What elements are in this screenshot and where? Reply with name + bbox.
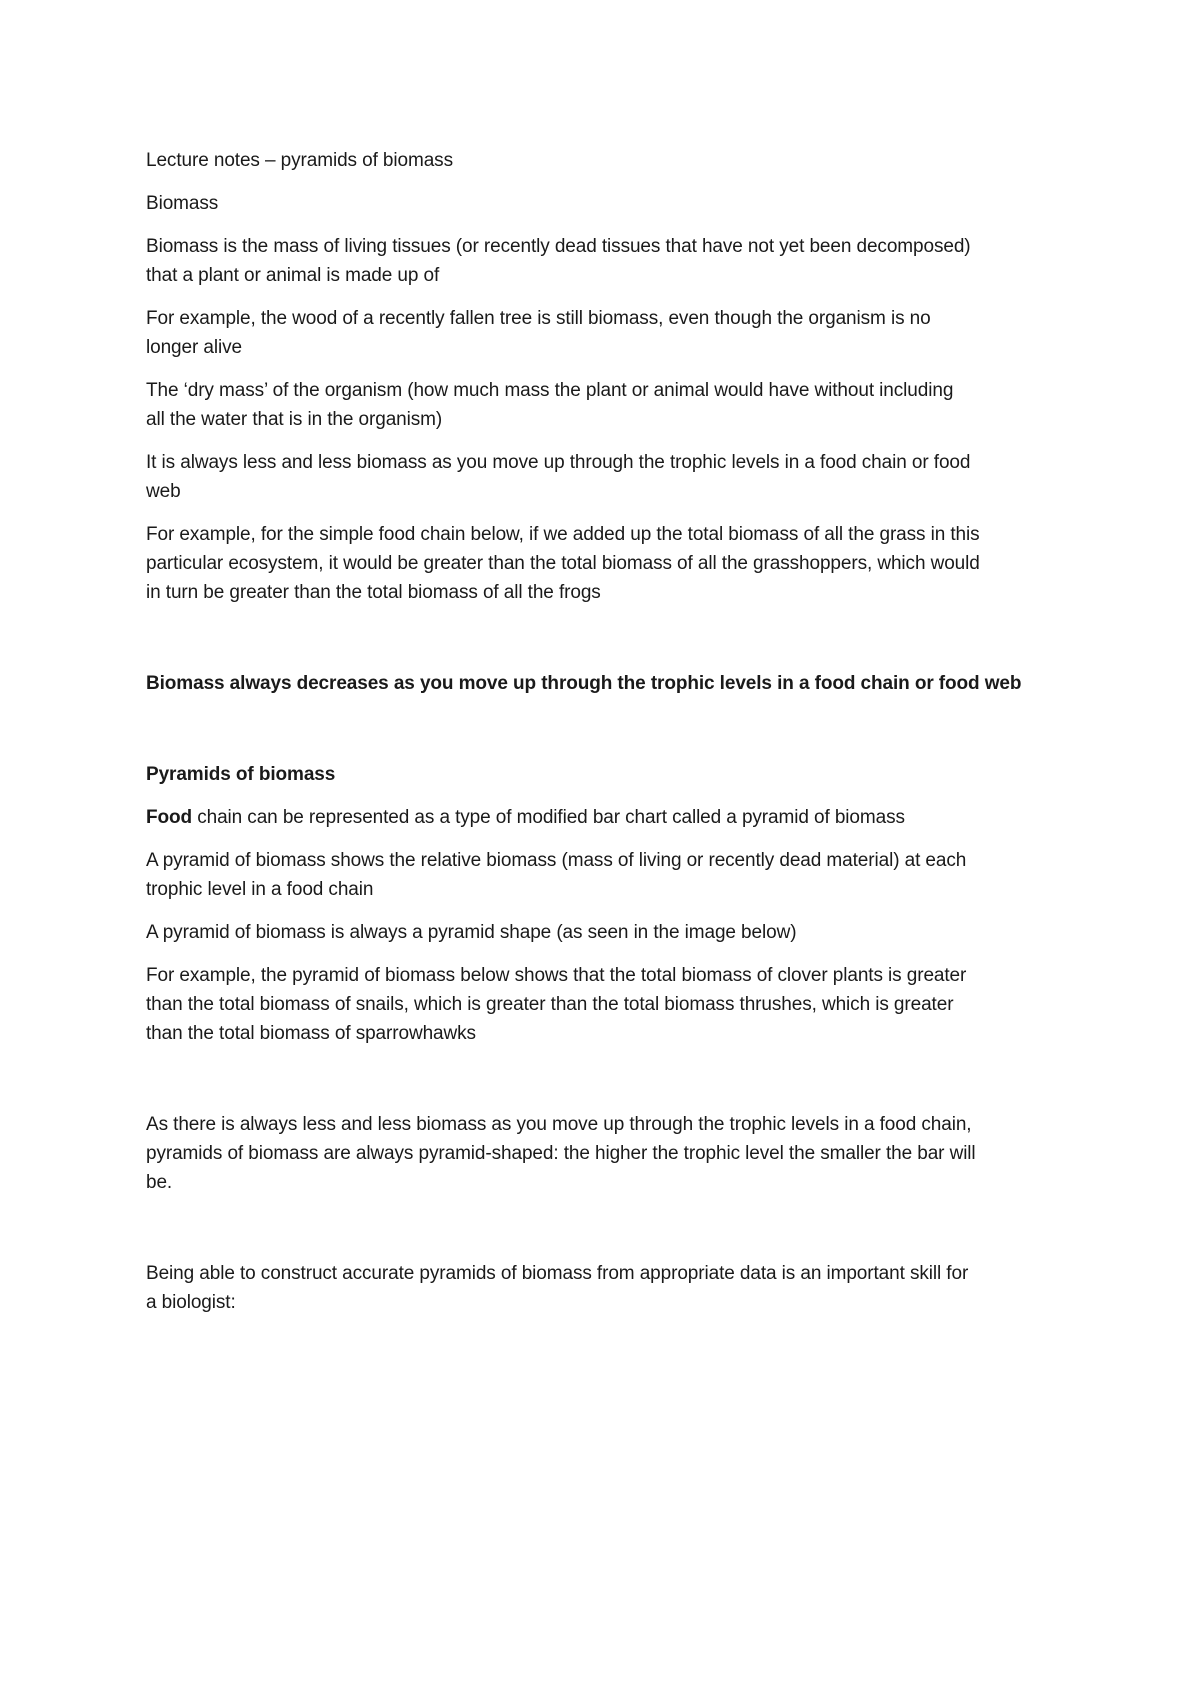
heading-pyramids: Pyramids of biomass [146, 764, 336, 785]
paragraph-relative-biomass [146, 846, 1066, 904]
text-line: Biomass is the mass of living tissues (or recently dead tissues that have not yet been decomposed) [146, 236, 971, 257]
text-line: It is always less and less biomass as you move up through the trophic levels in a food chain or food [146, 452, 971, 473]
key-statement: Biomass always decreases as you move up through the trophic levels in a food chain or food web [146, 673, 1022, 694]
text-line: particular ecosystem, it would be greater than the total biomass of all the grasshoppers, which would [146, 553, 980, 574]
paragraph-construct-skill [146, 1259, 1066, 1317]
text-line: longer alive [146, 337, 242, 358]
text-line: For example, for the simple food chain below, if we added up the total biomass of all the grass in this [146, 524, 980, 545]
text-line: trophic level in a food chain [146, 879, 374, 900]
text-line: web [146, 481, 181, 502]
text-line: For example, the pyramid of biomass below shows that the total biomass of clover plants is greater [146, 965, 967, 986]
paragraph-modified-bar-chart [146, 803, 1066, 832]
text-lead: Food [146, 807, 193, 828]
text-line: pyramids of biomass are always pyramid-shaped: the higher the trophic level the smaller the bar will [146, 1143, 976, 1164]
paragraph-clover-example [146, 961, 1066, 1048]
text-line: For example, the wood of a recently fallen tree is still biomass, even though the organism is no [146, 308, 931, 329]
paragraph-example-wood [146, 304, 1066, 362]
paragraph-always-pyramid [146, 1110, 1066, 1197]
document-body [146, 146, 1066, 1317]
text-line: The ‘dry mass’ of the organism (how much mass the plant or animal would have without including [146, 380, 954, 401]
paragraph-dry-mass [146, 376, 1066, 434]
text-line: than the total biomass of sparrowhawks [146, 1023, 476, 1044]
text-line: than the total biomass of snails, which is greater than the total biomass thrushes, which is greater [146, 994, 954, 1015]
text-line: in turn be greater than the total biomass of all the frogs [146, 582, 601, 603]
text-line: a biologist: [146, 1292, 236, 1313]
paragraph-less-biomass [146, 448, 1066, 506]
paragraph-pyramid-shape: A pyramid of biomass is always a pyramid shape (as seen in the image below) [146, 922, 797, 943]
text-line: be. [146, 1172, 173, 1193]
text-rest: chain can be represented as a type of modified bar chart called a pyramid of biomass [192, 807, 905, 828]
paragraph-definition [146, 232, 1066, 290]
text-line: that a plant or animal is made up of [146, 265, 440, 286]
text-line: Being able to construct accurate pyramids of biomass from appropriate data is an important skill for [146, 1263, 969, 1284]
text-line: all the water that is in the organism) [146, 409, 443, 430]
document-title: Lecture notes – pyramids of biomass [146, 150, 453, 171]
paragraph-food-chain-example [146, 520, 1066, 607]
text-line: A pyramid of biomass shows the relative biomass (mass of living or recently dead material) at each [146, 850, 967, 871]
heading-biomass: Biomass [146, 193, 219, 214]
text-line: As there is always less and less biomass as you move up through the trophic levels in a food chain, [146, 1114, 972, 1135]
